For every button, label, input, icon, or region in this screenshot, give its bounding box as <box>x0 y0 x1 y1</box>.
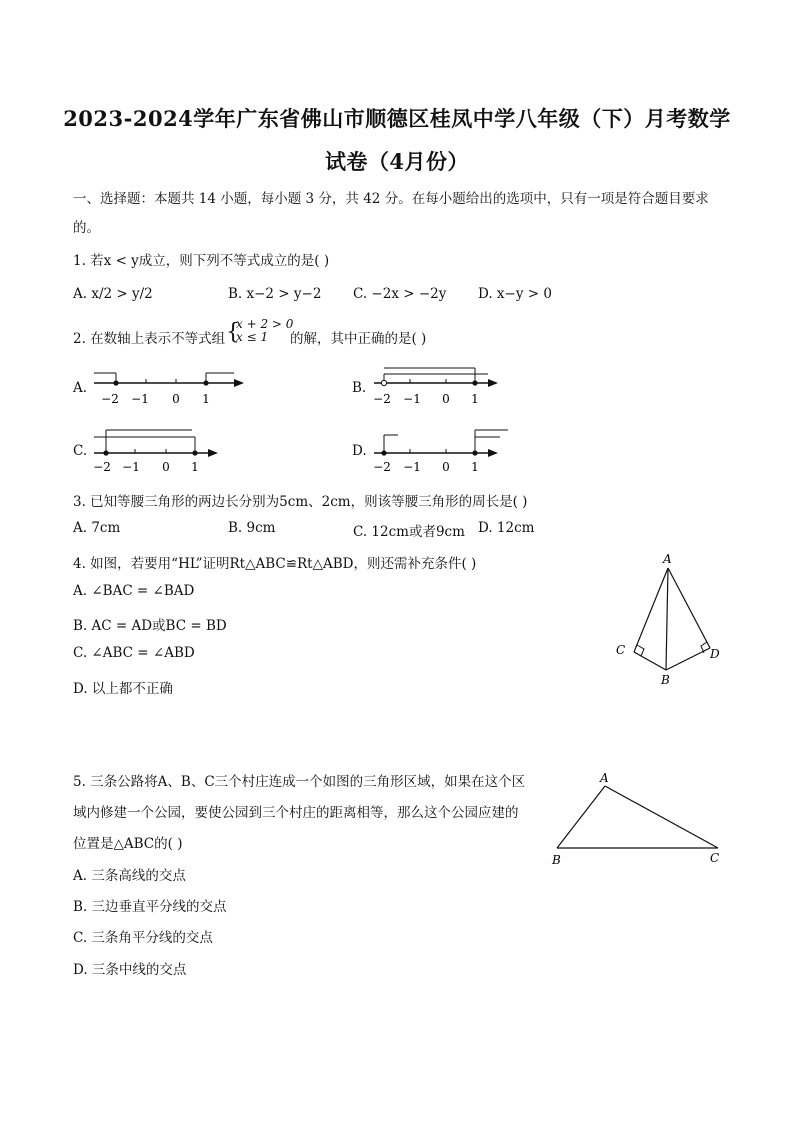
q3-option-a: A. 7cm <box>73 520 121 536</box>
q2-b-tick-1: 1 <box>471 392 479 406</box>
q1-option-d: D. x−y > 0 <box>478 286 552 302</box>
q4-stem: 4. 如图，若要用“HL”证明Rt△ABC≌Rt△ABD，则还需补充条件( ) <box>73 556 477 572</box>
q2-b-tick-neg2: −2 <box>373 392 391 406</box>
q4-label-b: B <box>661 673 670 687</box>
q2-d-tick-neg2: −2 <box>373 460 391 474</box>
q2-d-tick-neg1: −1 <box>403 460 421 474</box>
q5-stem-line3: 位置是△ABC的( ) <box>73 836 183 852</box>
q3-option-d: D. 12cm <box>478 520 535 536</box>
q2-a-tick-neg1: −1 <box>131 392 149 406</box>
q2-a-tick-0: 0 <box>172 392 180 406</box>
q3-stem: 3. 已知等腰三角形的两边长分别为5cm、2cm，则该等腰三角形的周长是( ) <box>73 494 528 510</box>
q2-stem-pre: 2. 在数轴上表示不等式组 <box>73 331 226 347</box>
section-instructions-line2: 的。 <box>73 220 100 236</box>
q5-option-a: A. 三条高线的交点 <box>73 868 186 884</box>
q4-option-b: B. AC = AD或BC = BD <box>73 618 227 634</box>
q5-stem-line2: 域内修建一个公园，要使公园到三个村庄的距离相等，那么这个公园应建的 <box>73 805 519 821</box>
q4-label-a: A <box>663 552 672 566</box>
exam-title-line2: 试卷（4月份） <box>324 149 470 174</box>
q4-label-c: C <box>616 643 626 657</box>
q4-option-a: A. ∠BAC = ∠BAD <box>73 583 195 599</box>
q5-label-c: C <box>710 851 720 865</box>
section-instructions-line1: 一、选择题：本题共 14 小题，每小题 3 分，共 42 分。在每小题给出的选项中，只有一项是符合题目要求 <box>73 191 709 207</box>
q2-numberline-a <box>88 365 248 411</box>
q5-figure-triangle <box>548 768 728 868</box>
q1-stem: 1. 若x < y成立，则下列不等式成立的是( ) <box>73 253 330 269</box>
q2-c-tick-neg1: −1 <box>122 460 140 474</box>
q4-figure-kite <box>612 550 728 690</box>
q2-system <box>236 318 293 344</box>
q2-numberline-b <box>368 365 508 411</box>
q5-option-c: C. 三条角平分线的交点 <box>73 930 213 946</box>
q2-system-eq2: x ≤ 1 <box>236 330 269 344</box>
q2-b-tick-neg1: −1 <box>403 392 421 406</box>
q2-d-tick-1: 1 <box>471 460 479 474</box>
q2-a-tick-neg2: −2 <box>101 392 119 406</box>
q2-a-tick-1: 1 <box>202 392 210 406</box>
q4-option-d: D. 以上都不正确 <box>73 681 173 697</box>
q2-d-tick-0: 0 <box>442 460 450 474</box>
q1-option-c: C. −2x > −2y <box>353 286 447 302</box>
q2-c-tick-1: 1 <box>191 460 199 474</box>
exam-title-line1: 2023-2024学年广东省佛山市顺德区桂凤中学八年级（下）月考数学 <box>63 106 731 131</box>
q2-option-c-label: C. <box>73 443 88 459</box>
q2-c-tick-0: 0 <box>162 460 170 474</box>
q1-option-b: B. x−2 > y−2 <box>228 286 322 302</box>
q2-c-tick-neg2: −2 <box>93 460 111 474</box>
q2-option-b-label: B. <box>352 380 367 396</box>
q5-stem-line1: 5. 三条公路将A、B、C三个村庄连成一个如图的三角形区域，如果在这个区 <box>73 774 526 790</box>
q5-label-b: B <box>552 853 561 867</box>
q2-stem-post: 的解，其中正确的是( ) <box>290 331 427 347</box>
q4-option-c: C. ∠ABC = ∠ABD <box>73 645 195 661</box>
q1-option-a: A. x/2 > y/2 <box>73 286 153 302</box>
q2-brace: { <box>226 320 240 345</box>
q2-b-tick-0: 0 <box>442 392 450 406</box>
q3-option-b: B. 9cm <box>228 520 276 536</box>
q2-system-eq1: x + 2 > 0 <box>236 317 294 331</box>
q2-option-a-label: A. <box>73 380 88 396</box>
q4-label-d: D <box>710 647 720 661</box>
q2-numberline-d <box>368 425 518 475</box>
q2-option-d-label: D. <box>352 443 367 459</box>
q3-option-c: C. 12cm或者9cm <box>353 524 465 540</box>
q2-numberline-c <box>88 425 228 475</box>
q5-option-d: D. 三条中线的交点 <box>73 962 187 978</box>
q5-label-a: A <box>600 771 609 785</box>
q5-option-b: B. 三边垂直平分线的交点 <box>73 899 227 915</box>
